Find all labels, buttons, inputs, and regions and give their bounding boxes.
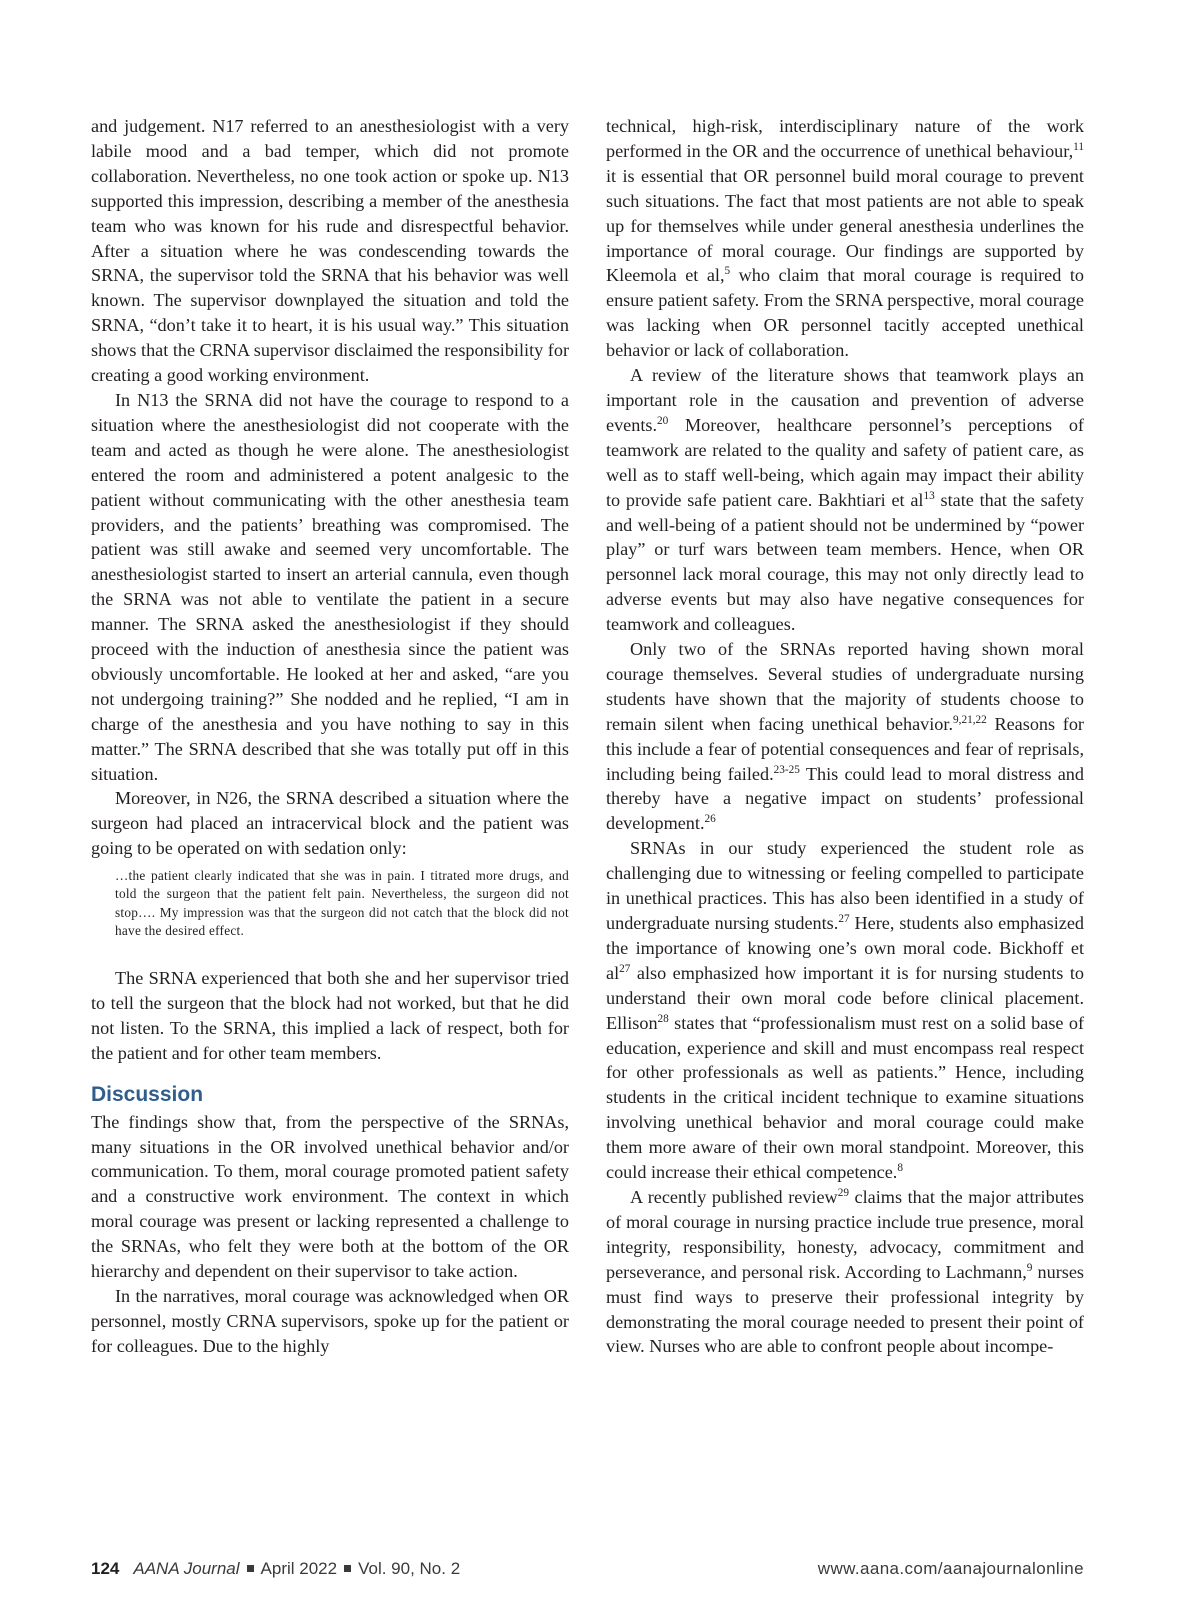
section-heading-discussion: Discussion <box>91 1082 204 1106</box>
paragraph: In N13 the SRNA did not have the courage to respond to a situation where the anesthesiologist did not cooperate with the team and acted as though he were alone. The anesthesiologist entered the room and administered a potent analgesic to the patient without communicating with the other anesthesia team providers, and the patients’ breathing was compromised. The patient was still awake and seemed very uncomfortable. The anesthesiologist started to insert an arterial cannula, even though the SRNA was not able to ventilate the patient in a secure manner. The SRNA asked the anesthesiologist if they should proceed with the induction of anesthesia since the patient was obviously uncomfortable. He looked at her and asked, “are you not undergoing training?” She nodded and he replied, “I am in charge of the anesthesia and you have nothing to say in this matter.” The SRNA described that she was totally put off in this situation. <box>91 389 569 784</box>
paragraph <box>606 637 1084 836</box>
paragraph <box>606 363 1084 637</box>
citation: 27 <box>619 963 631 976</box>
text-run: state that the safety and well-being of a patient should not be undermined by “power play” or turf wars between team members. Hence, when OR personnel lack moral courage, this may not only directly lead to adverse events but may also have negative consequences for teamwork and colleagues. <box>606 489 1084 635</box>
text-run: claims that the major attributes of moral courage in nursing practice include true presence, moral integrity, responsibility, honesty, advocacy, commitment and perseverance, and personal risk. According to Lachmann, <box>606 1186 1084 1282</box>
paragraph: The SRNA experienced that both she and her supervisor tried to tell the surgeon that the block had not worked, but that he did not listen. To the SRNA, this implied a lack of respect, both for the patient and for other team members. <box>91 968 569 1063</box>
text-run: nurses must find ways to preserve their professional integrity by demonstrating the moral courage needed to present their point of view. Nurses who are able to confront people about incompe- <box>606 1261 1084 1357</box>
text-run: This could lead to moral distress and thereby have a negative impact on students’ professional development. <box>606 763 1084 834</box>
right-column <box>606 114 1084 1359</box>
footer-citation <box>91 1556 460 1582</box>
paragraph: Moreover, in N26, the SRNA described a situation where the surgeon had placed an intracervical block and the patient was going to be operated on with sedation only: <box>91 788 569 859</box>
square-bullet-icon <box>344 1565 351 1572</box>
page-number: 124 <box>91 1559 120 1578</box>
citation: 23-25 <box>773 763 800 776</box>
citation: 27 <box>838 913 850 926</box>
citation: 9 <box>1026 1261 1033 1274</box>
citation: 26 <box>704 813 716 826</box>
paragraph <box>606 1185 1084 1359</box>
citation: 29 <box>837 1187 849 1200</box>
text-run: also emphasized how important it is for nursing students to understand their own moral code before clinical placement. Ellison <box>606 962 1084 1033</box>
text-run: Moreover, healthcare personnel’s perceptions of teamwork are related to the quality and safety of patient care, as well as to staff well-being, which again may impact their ability to provide safe patient care. Bakhtiari et al <box>606 414 1084 510</box>
paragraph <box>606 114 1084 363</box>
volume-issue: Vol. 90, No. 2 <box>358 1559 461 1578</box>
citation: 5 <box>724 265 731 278</box>
issue-date: April 2022 <box>260 1559 338 1578</box>
citation: 8 <box>897 1162 903 1175</box>
left-column <box>91 114 569 1359</box>
citation: 28 <box>657 1012 669 1025</box>
text-run: Only two of the SRNAs reported having shown moral courage themselves. Several studies of undergraduate nursing students have shown that the majority of students choose to remain silent when facing unethical behavior. <box>606 639 1084 734</box>
citation: 20 <box>657 415 669 428</box>
paragraph: In the narratives, moral courage was acknowledged when OR personnel, mostly CRNA supervisors, spoke up for the patient or for colleagues. Due to the highly <box>91 1285 569 1356</box>
square-bullet-icon <box>247 1565 254 1572</box>
paragraph: and judgement. N17 referred to an anesthesiologist with a very labile mood and a bad temper, which did not promote collaboration. Nevertheless, no one took action or spoke up. N13 supported this impression, describing a member of the anesthesia team who was known for his rude and disrespectful behavior. After a situation where he was condescending towards the SRNA, the supervisor told the SRNA that his behavior was well known. The supervisor downplayed the situation and told the SRNA, “don’t take it to heart, it is his usual way.” This situation shows that the CRNA supervisor disclaimed the responsibility for creating a good working environment. <box>91 116 569 386</box>
text-run: Reasons for this include a fear of potential consequences and fear of reprisals, including being failed. <box>606 713 1084 784</box>
text-run: it is essential that OR personnel build moral courage to prevent such situations. The fact that most patients are not able to speak up for themselves while under general anesthesia underlines the importance of moral courage. Our findings are supported by Kleemola et al, <box>606 165 1084 286</box>
text-run: SRNAs in our study experienced the student role as challenging due to witnessing or feeling compelled to participate in unethical practices. This has also been identified in a study of undergraduate nursing students. <box>606 838 1084 933</box>
text-run: A review of the literature shows that teamwork plays an important role in the causation and prevention of adverse events. <box>606 365 1084 435</box>
text-run: states that “professionalism must rest on a solid base of education, experience and skill and must encompass real respect for other professionals as well as patients.” Hence, including students in the critical incident technique to examine situations involving unethical behavior and moral courage could make them more aware of their own moral standpoint. Moreover, this could increase their ethical competence. <box>606 1012 1084 1183</box>
journal-name: AANA Journal <box>133 1559 240 1578</box>
text-run: who claim that moral courage is required to ensure patient safety. From the SRNA perspective, moral courage was lacking when OR personnel tacitly accepted unethical behavior or lack of collaboration. <box>606 265 1084 361</box>
citation: 11 <box>1073 141 1084 154</box>
text-run: technical, high-risk, interdisciplinary nature of the work performed in the OR and the occurrence of unethical behaviour, <box>606 116 1084 161</box>
quote-text: …the patient clearly indicated that she was in pain. I titrated more drugs, and told the surgeon that the patient felt pain. Nevertheless, the surgeon did not stop…. My impression was that the surgeon did not catch that the block did not have the desired effect. <box>115 868 569 938</box>
page-footer <box>91 1556 1084 1582</box>
citation: 9,21,22 <box>953 713 987 726</box>
block-quote <box>115 867 569 940</box>
paragraph: The findings show that, from the perspective of the SRNAs, many situations in the OR involved unethical behavior and/or communication. To them, moral courage promoted patient safety and a constructive work environment. The context in which moral courage was present or lacking represented a challenge to the SRNAs, who felt they were both at the bottom of the OR hierarchy and dependent on their supervisor to take action. <box>91 1111 569 1282</box>
citation: 13 <box>923 489 935 502</box>
paragraph <box>606 836 1084 1185</box>
journal-url: www.aana.com/aanajournalonline <box>817 1559 1084 1578</box>
text-run: A recently published review <box>630 1186 838 1207</box>
text-run: Here, students also emphasized the importance of knowing one’s own moral code. Bickhoff et al <box>606 913 1084 983</box>
